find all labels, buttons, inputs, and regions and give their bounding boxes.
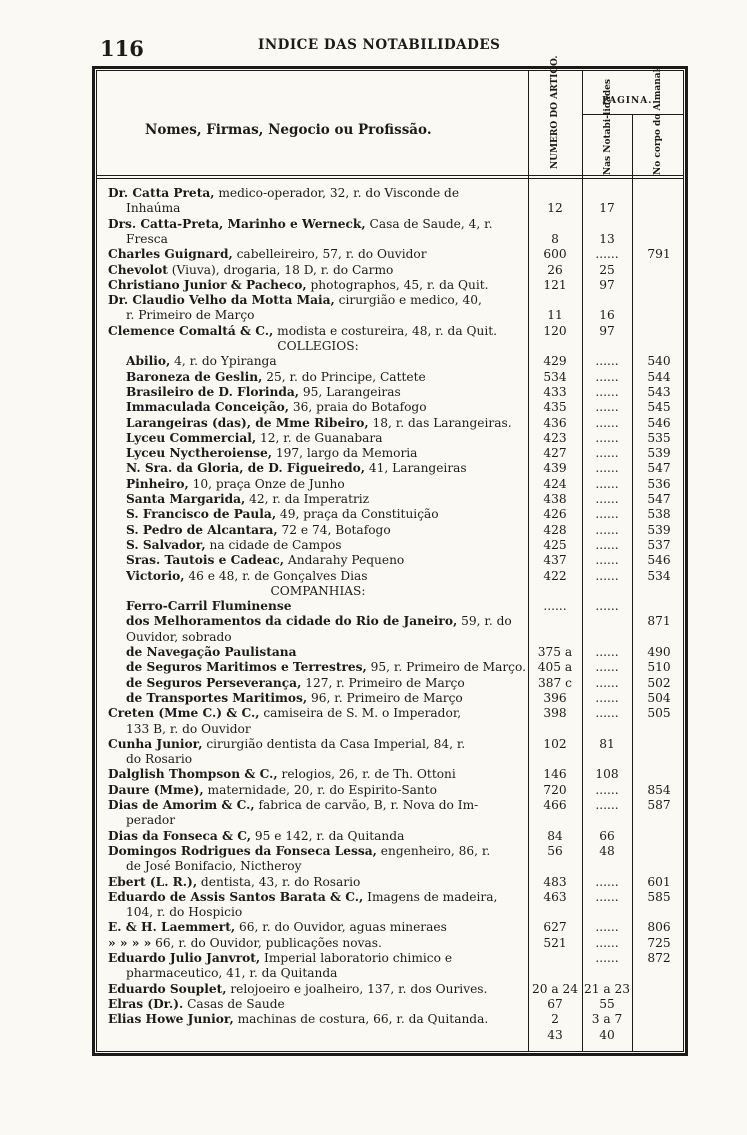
table-row bbox=[0, 400, 747, 415]
cell-nas-notabilidades: 13 bbox=[599, 231, 615, 246]
entry-firm: Eduardo Julio Janvrot, bbox=[108, 951, 261, 965]
entry-firm: Baroneza de Geslin, bbox=[126, 369, 263, 384]
entry-firm: Cunha Junior, bbox=[108, 736, 203, 751]
table-row bbox=[0, 691, 747, 706]
entry-name: Chevolot (Viuva), drogaria, 18 D, r. do Carmo bbox=[108, 262, 394, 277]
entry-name: de Transportes Maritimos, 96, r. Primeiro de Março bbox=[126, 690, 463, 705]
entry-firm: Victorio, bbox=[126, 568, 185, 583]
cell-no-corpo: 537 bbox=[647, 537, 671, 552]
cell-no-corpo: 872 bbox=[647, 951, 671, 965]
entry-firm: de Navegação Paulistana bbox=[126, 645, 297, 659]
entry-name: Domingos Rodrigues da Fonseca Lessa, engenheiro, 86, r. bbox=[108, 843, 491, 858]
cell-numero: 422 bbox=[543, 568, 567, 583]
entry-firm: de Seguros Perseverança, bbox=[126, 675, 302, 690]
cell-numero: 424 bbox=[543, 476, 567, 491]
entry-firm: Clemence Comaltá & C., bbox=[108, 323, 274, 338]
entry-firm: S. Salvador, bbox=[126, 537, 206, 552]
table-row bbox=[0, 614, 747, 629]
cell-numero: 398 bbox=[543, 706, 567, 721]
entry-name: Christiano Junior & Pacheco, photographos, 45, r. da Quit. bbox=[108, 277, 489, 292]
entry-firm: Dias da Fonseca & C, bbox=[108, 828, 251, 843]
entry-firm: Pinheiro, bbox=[126, 476, 189, 491]
cell-numero: 627 bbox=[543, 920, 567, 935]
table-row bbox=[0, 569, 747, 584]
cell-nas-notabilidades: ...... bbox=[595, 645, 619, 659]
cell-no-corpo: 547 bbox=[647, 492, 671, 506]
cell-numero: 428 bbox=[543, 522, 567, 537]
entry-firm: Dr. Claudio Velho da Motta Maia, bbox=[108, 293, 335, 308]
entry-name: r. Primeiro de Março bbox=[126, 308, 255, 323]
entry-firm: Eduardo de Assis Santos Barata & C., bbox=[108, 889, 364, 904]
entry-firm: Charles Guignard, bbox=[108, 247, 233, 262]
cell-numero: 439 bbox=[543, 461, 567, 476]
table-row bbox=[0, 477, 747, 492]
table-row bbox=[0, 492, 747, 507]
table-row bbox=[0, 599, 747, 614]
table-row bbox=[0, 890, 747, 905]
cell-numero: 387 c bbox=[538, 675, 572, 690]
cell-numero: 433 bbox=[543, 384, 567, 399]
entry-name: 133 B, r. do Ouvidor bbox=[126, 721, 251, 736]
cell-no-corpo: 871 bbox=[647, 614, 671, 629]
entry-name: Sras. Tautois e Cadeac, Andarahy Pequeno bbox=[126, 553, 405, 568]
table-row bbox=[0, 354, 747, 369]
table-row bbox=[0, 936, 747, 951]
cell-nas-notabilidades: 21 a 23 bbox=[583, 981, 631, 996]
cell-nas-notabilidades: ...... bbox=[595, 400, 619, 415]
cell-nas-notabilidades: ...... bbox=[595, 522, 619, 537]
cell-nas-notabilidades: ...... bbox=[595, 537, 619, 552]
cell-numero: 11 bbox=[547, 308, 563, 323]
cell-numero: ...... bbox=[543, 599, 567, 614]
entry-name: Elias Howe Junior, machinas de costura, 66, r. da Quitanda. bbox=[108, 1012, 489, 1027]
entry-name: Dias de Amorim & C., fabrica de carvão, B, r. Nova do Im- bbox=[108, 798, 479, 812]
entry-name: Dalglish Thompson & C., relogios, 26, r. de Th. Ottoni bbox=[108, 767, 456, 782]
table-row bbox=[0, 1012, 747, 1027]
cell-numero: 534 bbox=[543, 369, 567, 384]
cell-nas-notabilidades: 108 bbox=[595, 767, 619, 782]
entry-name: Dias da Fonseca & C, 95 e 142, r. da Quitanda bbox=[108, 828, 405, 843]
entry-name: do Rosario bbox=[126, 752, 193, 767]
cell-no-corpo: 725 bbox=[647, 935, 671, 950]
entry-firm: Lyceu Commercial, bbox=[126, 430, 257, 445]
entry-firm: Santa Margarida, bbox=[126, 492, 246, 506]
entry-firm: N. Sra. da Gloria, de D. Figueiredo, bbox=[126, 461, 365, 476]
cell-numero: 396 bbox=[543, 690, 567, 705]
table-row bbox=[0, 982, 747, 997]
cell-numero: 121 bbox=[543, 277, 567, 292]
entry-firm: Dr. Catta Preta, bbox=[108, 186, 215, 200]
page-number: 116 bbox=[100, 36, 144, 61]
entry-firm: Immaculada Conceição, bbox=[126, 400, 290, 415]
entry-name: COLLEGIOS: bbox=[277, 339, 359, 353]
entry-firm: de Transportes Maritimos, bbox=[126, 690, 308, 705]
cell-numero: 56 bbox=[547, 843, 563, 858]
cell-nas-notabilidades: ...... bbox=[595, 920, 619, 935]
cell-numero: 423 bbox=[543, 430, 567, 445]
table-row bbox=[0, 339, 747, 354]
cell-nas-notabilidades: ...... bbox=[595, 247, 619, 262]
entry-name bbox=[126, 599, 546, 614]
table-row bbox=[0, 247, 747, 262]
cell-no-corpo: 539 bbox=[647, 446, 671, 461]
pagina-rule bbox=[582, 114, 684, 115]
cell-no-corpo: 535 bbox=[647, 430, 671, 445]
table-row bbox=[0, 813, 747, 828]
cell-numero: 429 bbox=[543, 354, 567, 369]
cell-numero: 436 bbox=[543, 415, 567, 430]
table-row bbox=[0, 875, 747, 890]
entry-firm: Elias Howe Junior, bbox=[108, 1012, 234, 1027]
entry-name: » » » » 66, r. do Ouvidor, publicações novas. bbox=[108, 935, 382, 950]
cell-numero: 102 bbox=[543, 736, 567, 751]
cell-no-corpo: 547 bbox=[647, 461, 671, 476]
cell-nas-notabilidades: 48 bbox=[599, 843, 615, 858]
cell-nas-notabilidades: ...... bbox=[595, 415, 619, 430]
cell-numero: 120 bbox=[543, 323, 567, 338]
table-row bbox=[0, 293, 747, 308]
table-row bbox=[0, 186, 747, 201]
entry-name: E. & H. Laemmert, 66, r. do Ouvidor, aguas mineraes bbox=[108, 920, 447, 935]
entry-name: COMPANHIAS: bbox=[270, 583, 366, 598]
entry-name: Larangeiras (das), de Mme Ribeiro, 18, r. das Larangeiras. bbox=[126, 415, 512, 430]
cell-numero: 720 bbox=[543, 782, 567, 797]
table-row bbox=[0, 278, 747, 293]
cell-no-corpo: 601 bbox=[647, 874, 671, 889]
entry-name: de Seguros Maritimos e Terrestres, 95, r. Primeiro de Março. bbox=[126, 660, 527, 675]
cell-nas-notabilidades: 25 bbox=[599, 262, 615, 277]
cell-numero: 466 bbox=[543, 798, 567, 812]
entry-name: Abilio, 4, r. do Ypiranga bbox=[126, 354, 277, 369]
entry-firm: E. & H. Laemmert, bbox=[108, 920, 236, 935]
entry-firm: S. Pedro de Alcantara, bbox=[126, 522, 278, 537]
entry-name: Immaculada Conceição, 36, praia do Botafogo bbox=[126, 400, 427, 415]
cell-numero: 435 bbox=[543, 400, 567, 415]
cell-nas-notabilidades: ...... bbox=[595, 461, 619, 476]
cell-nas-notabilidades: ...... bbox=[595, 384, 619, 399]
table-row bbox=[0, 201, 747, 216]
cell-nas-notabilidades: ...... bbox=[595, 476, 619, 491]
cell-nas-notabilidades: ...... bbox=[595, 553, 619, 568]
cell-no-corpo: 534 bbox=[647, 568, 671, 583]
cell-nas-notabilidades: ...... bbox=[595, 874, 619, 889]
cell-numero: 12 bbox=[547, 201, 563, 216]
entry-firm: » » » » bbox=[108, 935, 152, 950]
cell-nas-notabilidades: 81 bbox=[599, 736, 615, 751]
cell-nas-notabilidades: ...... bbox=[595, 690, 619, 705]
table-row bbox=[0, 676, 747, 691]
cell-numero: 20 a 24 bbox=[531, 981, 579, 996]
entry-name: Creten (Mme C.) & C., camiseira de S. M. o Imperador, bbox=[108, 706, 462, 721]
cell-nas-notabilidades: ...... bbox=[595, 889, 619, 904]
cell-no-corpo: 538 bbox=[647, 507, 671, 522]
entry-firm: Eduardo Souplet, bbox=[108, 981, 227, 996]
cell-numero: 600 bbox=[543, 247, 567, 262]
cell-no-corpo: 536 bbox=[647, 476, 671, 491]
cell-no-corpo: 504 bbox=[647, 690, 671, 705]
cell-nas-notabilidades: ...... bbox=[595, 430, 619, 445]
cell-nas-notabilidades: ...... bbox=[595, 599, 619, 614]
entry-firm: Larangeiras (das), de Mme Ribeiro, bbox=[126, 415, 369, 430]
table-row bbox=[0, 645, 747, 660]
entry-name: Dr. Catta Preta, medico-operador, 32, r. do Visconde de bbox=[108, 186, 460, 200]
cell-nas-notabilidades: ...... bbox=[595, 706, 619, 721]
cell-no-corpo: 587 bbox=[647, 798, 671, 812]
entry-firm: S. Francisco de Paula, bbox=[126, 507, 277, 522]
cell-numero: 67 bbox=[547, 996, 563, 1011]
table-row bbox=[0, 706, 747, 721]
table-row bbox=[0, 538, 747, 553]
entry-firm: Chevolot bbox=[108, 262, 168, 277]
table-row bbox=[0, 263, 747, 278]
entry-name: Cunha Junior, cirurgião dentista da Casa Imperial, 84, r. bbox=[108, 736, 466, 751]
entry-name: Brasileiro de D. Florinda, 95, Larangeiras bbox=[126, 384, 401, 399]
cell-nas-notabilidades: 97 bbox=[599, 277, 615, 292]
entry-firm: Christiano Junior & Pacheco, bbox=[108, 277, 307, 292]
entry-firm: Sras. Tautois e Cadeac, bbox=[126, 553, 285, 568]
entry-name: Ouvidor, sobrado bbox=[126, 629, 232, 644]
entry-name: N. Sra. da Gloria, de D. Figueiredo, 41, Larangeiras bbox=[126, 461, 467, 476]
cell-no-corpo: 791 bbox=[647, 247, 671, 262]
cell-nas-notabilidades: ...... bbox=[595, 782, 619, 797]
entry-firm: Daure (Mme), bbox=[108, 782, 204, 797]
entry-firm: de Seguros Maritimos e Terrestres, bbox=[126, 660, 367, 675]
cell-numero: 375 a bbox=[537, 645, 573, 659]
cell-nas-notabilidades: ...... bbox=[595, 492, 619, 506]
cell-no-corpo: 544 bbox=[647, 369, 671, 384]
entry-firm: Dias de Amorim & C., bbox=[108, 798, 255, 812]
cell-no-corpo: 490 bbox=[647, 645, 671, 659]
table-row bbox=[0, 997, 747, 1012]
table-row bbox=[0, 217, 747, 232]
table-row bbox=[0, 920, 747, 935]
table-row bbox=[0, 660, 747, 675]
cell-no-corpo: 806 bbox=[647, 920, 671, 935]
cell-numero: 521 bbox=[543, 935, 567, 950]
cell-numero: 26 bbox=[547, 262, 563, 277]
cell-no-corpo: 546 bbox=[647, 553, 671, 568]
entry-firm: Drs. Catta-Preta, Marinho e Werneck, bbox=[108, 216, 366, 231]
entry-name: Eduardo Julio Janvrot, Imperial laboratorio chimico e bbox=[108, 951, 453, 965]
entry-name: perador bbox=[126, 813, 176, 828]
table-row bbox=[0, 523, 747, 538]
entry-name: Inhaúma bbox=[126, 201, 181, 216]
entry-firm: Brasileiro de D. Florinda, bbox=[126, 384, 300, 399]
table-row bbox=[0, 859, 747, 874]
column-header-pagina: PAGINA. bbox=[602, 96, 653, 106]
table-row bbox=[0, 1028, 747, 1043]
cell-numero: 84 bbox=[547, 828, 563, 843]
entry-name: Dr. Claudio Velho da Motta Maia, cirurgião e medico, 40, bbox=[108, 293, 482, 308]
cell-nas-notabilidades: 3 a 7 bbox=[591, 1012, 623, 1027]
entry-firm: dos Melhoramentos da cidade do Rio de Janeiro, bbox=[126, 614, 458, 629]
entry-name: Clemence Comaltá & C., modista e costureira, 48, r. da Quit. bbox=[108, 323, 497, 338]
table-row bbox=[0, 737, 747, 752]
cell-numero: 405 a bbox=[537, 660, 573, 675]
entry-name: Victorio, 46 e 48, r. de Gonçalves Dias bbox=[126, 568, 368, 583]
entry-name bbox=[126, 645, 546, 660]
table-row bbox=[0, 844, 747, 859]
entry-name: Lyceu Nyctheroiense, 197, largo da Memoria bbox=[126, 446, 418, 461]
cell-numero: 425 bbox=[543, 537, 567, 552]
table-row bbox=[0, 385, 747, 400]
table-row bbox=[0, 829, 747, 844]
entry-name: Charles Guignard, cabelleireiro, 57, r. do Ouvidor bbox=[108, 247, 427, 262]
entry-name: Ebert (L. R.), dentista, 43, r. do Rosario bbox=[108, 874, 361, 889]
table-row bbox=[0, 416, 747, 431]
table-row bbox=[0, 553, 747, 568]
entry-firm: Dalglish Thompson & C., bbox=[108, 767, 278, 782]
cell-nas-notabilidades: ...... bbox=[595, 354, 619, 369]
entry-name: de José Bonifacio, Nictheroy bbox=[126, 859, 302, 874]
cell-numero: 437 bbox=[543, 553, 567, 568]
table-row bbox=[0, 370, 747, 385]
cell-no-corpo: 585 bbox=[647, 889, 671, 904]
table-row bbox=[0, 951, 747, 966]
entry-firm: Abilio, bbox=[126, 354, 171, 369]
header-rule bbox=[96, 175, 684, 176]
cell-numero: 426 bbox=[543, 507, 567, 522]
table-row bbox=[0, 507, 747, 522]
table-row bbox=[0, 630, 747, 645]
table-row bbox=[0, 324, 747, 339]
entry-name: Santa Margarida, 42, r. da Imperatriz bbox=[126, 492, 370, 506]
table-row bbox=[0, 446, 747, 461]
cell-nas-notabilidades: 97 bbox=[599, 323, 615, 338]
cell-nas-notabilidades: ...... bbox=[595, 507, 619, 522]
cell-no-corpo: 539 bbox=[647, 522, 671, 537]
cell-numero: 438 bbox=[543, 492, 567, 506]
entry-name: de Seguros Perseverança, 127, r. Primeiro de Março bbox=[126, 675, 465, 690]
entry-name: Eduardo Souplet, relojoeiro e joalheiro, 137, r. dos Ourives. bbox=[108, 981, 488, 996]
entry-firm: Ebert (L. R.), bbox=[108, 874, 198, 889]
entry-name: Baroneza de Geslin, 25, r. do Principe, Cattete bbox=[126, 369, 426, 384]
entry-name: Drs. Catta-Preta, Marinho e Werneck, Casa de Saude, 4, r. bbox=[108, 216, 493, 231]
cell-no-corpo: 546 bbox=[647, 415, 671, 430]
entry-name: 104, r. do Hospicio bbox=[126, 905, 243, 920]
cell-nas-notabilidades: 55 bbox=[599, 996, 615, 1011]
entry-name: Eduardo de Assis Santos Barata & C., Imagens de madeira, bbox=[108, 889, 498, 904]
entry-name: dos Melhoramentos da cidade do Rio de Janeiro, 59, r. do bbox=[126, 614, 512, 629]
table-row bbox=[0, 431, 747, 446]
column-header-nas-notabilidades: Nas Notabi-lidades bbox=[603, 79, 613, 175]
column-header-numero: NUMERO DO ARTIGO. bbox=[550, 55, 560, 169]
entry-name: pharmaceutico, 41, r. da Quitanda bbox=[126, 966, 338, 981]
cell-no-corpo: 540 bbox=[647, 354, 671, 369]
cell-nas-notabilidades: ...... bbox=[595, 798, 619, 812]
entry-name: S. Pedro de Alcantara, 72 e 74, Botafogo bbox=[126, 522, 391, 537]
cell-nas-notabilidades: ...... bbox=[595, 660, 619, 675]
cell-numero: 146 bbox=[543, 767, 567, 782]
entry-firm: Lyceu Nyctheroiense, bbox=[126, 446, 273, 461]
table-row bbox=[0, 783, 747, 798]
cell-nas-notabilidades: ...... bbox=[595, 568, 619, 583]
cell-nas-notabilidades: 17 bbox=[599, 201, 615, 216]
table-row bbox=[0, 905, 747, 920]
cell-no-corpo: 854 bbox=[647, 782, 671, 797]
table-row bbox=[0, 966, 747, 981]
entry-name: Elras (Dr.). Casas de Saude bbox=[108, 996, 285, 1011]
entry-name: Fresca bbox=[126, 231, 168, 246]
table-row bbox=[0, 584, 747, 599]
running-title: INDICE DAS NOTABILIDADES bbox=[258, 37, 501, 53]
entry-firm: Creten (Mme C.) & C., bbox=[108, 706, 260, 721]
entry-firm: Ferro-Carril Fluminense bbox=[126, 599, 292, 614]
cell-nas-notabilidades: ...... bbox=[595, 446, 619, 461]
cell-nas-notabilidades: ...... bbox=[595, 675, 619, 690]
header-rule-double bbox=[96, 178, 684, 179]
cell-no-corpo: 545 bbox=[647, 400, 671, 415]
cell-numero: 427 bbox=[543, 446, 567, 461]
entry-name: Lyceu Commercial, 12, r. de Guanabara bbox=[126, 430, 383, 445]
table-row bbox=[0, 232, 747, 247]
entry-name: Daure (Mme), maternidade, 20, r. do Espirito-Santo bbox=[108, 782, 438, 797]
entry-firm: Domingos Rodrigues da Fonseca Lessa, bbox=[108, 843, 377, 858]
cell-nas-notabilidades: 40 bbox=[599, 1027, 615, 1042]
cell-no-corpo: 543 bbox=[647, 384, 671, 399]
cell-numero: 43 bbox=[547, 1027, 563, 1042]
column-divider bbox=[632, 114, 633, 179]
cell-no-corpo: 510 bbox=[647, 660, 671, 675]
cell-nas-notabilidades: 16 bbox=[599, 308, 615, 323]
entry-name: S. Francisco de Paula, 49, praça da Constituição bbox=[126, 507, 439, 522]
table-row bbox=[0, 722, 747, 737]
table-row bbox=[0, 798, 747, 813]
entry-name: S. Salvador, na cidade de Campos bbox=[126, 537, 342, 552]
table-row bbox=[0, 308, 747, 323]
cell-nas-notabilidades: 66 bbox=[599, 828, 615, 843]
table-row bbox=[0, 767, 747, 782]
entry-firm: Elras (Dr.). bbox=[108, 996, 184, 1011]
cell-nas-notabilidades: ...... bbox=[595, 369, 619, 384]
column-header-names: Nomes, Firmas, Negocio ou Profissão. bbox=[145, 122, 432, 138]
cell-nas-notabilidades: ...... bbox=[595, 951, 619, 965]
cell-numero: 463 bbox=[543, 889, 567, 904]
table-row bbox=[0, 752, 747, 767]
cell-nas-notabilidades: ...... bbox=[595, 935, 619, 950]
entry-name: Pinheiro, 10, praça Onze de Junho bbox=[126, 476, 345, 491]
cell-no-corpo: 505 bbox=[647, 706, 671, 721]
cell-numero: 483 bbox=[543, 874, 567, 889]
cell-numero: 8 bbox=[551, 231, 559, 246]
cell-numero: 2 bbox=[551, 1012, 559, 1027]
table-row bbox=[0, 461, 747, 476]
cell-no-corpo: 502 bbox=[647, 675, 671, 690]
column-header-no-corpo: No corpo do Almanak bbox=[653, 66, 663, 175]
